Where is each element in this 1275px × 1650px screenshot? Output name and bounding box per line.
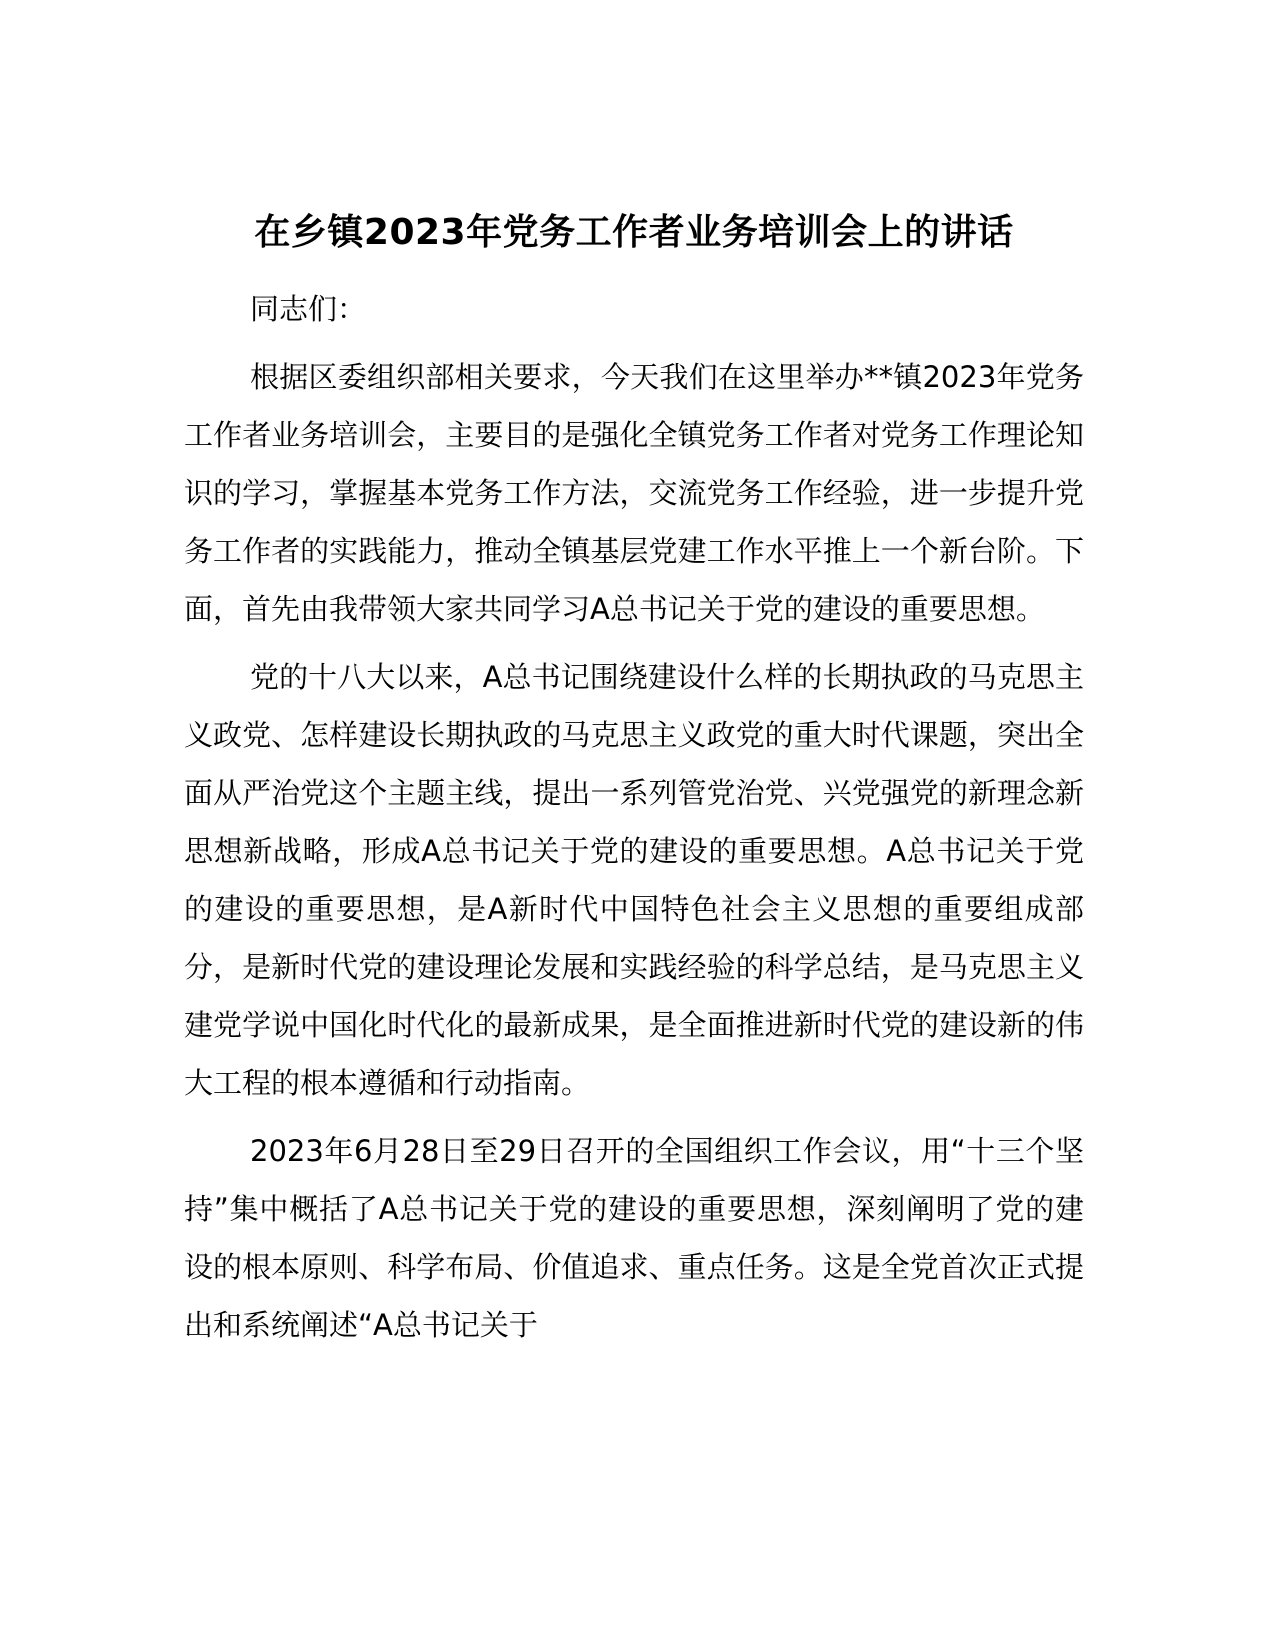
paragraph-1: 根据区委组织部相关要求，今天我们在这里举办**镇2023年党务工作者业务培训会，主要目的是强化全镇党务工作者对党务工作理论知识的学习，掌握基本党务工作方法，交流党务工作经验，进一步提升党务工作者的实践能力，推动全镇基层党建工作水平推上一个新台阶。下面，首先由我带领大家共同学习A总书记关于党的建设的重要思想。: [184, 360, 1084, 626]
paragraph-2: 党的十八大以来，A总书记围绕建设什么样的长期执政的马克思主义政党、怎样建设长期执政的马克思主义政党的重大时代课题，突出全面从严治党这个主题主线，提出一系列管党治党、兴党强党的新理念新思想新战略，形成A总书记关于党的建设的重要思想。A总书记关于党的建设的重要思想，是A新时代中国特色社会主义思想的重要组成部分，是新时代党的建设理论发展和实践经验的科学总结，是马克思主义建党学说中国化时代化的最新成果，是全面推进新时代党的建设新的伟大工程的根本遵循和行动指南。: [184, 660, 1084, 1100]
paragraph-3: 2023年6月28日至29日召开的全国组织工作会议，用“十三个坚持”集中概括了A总书记关于党的建设的重要思想，深刻阐明了党的建设的根本原则、科学布局、价值追求、重点任务。这是全党首次正式提出和系统阐述“A总书记关于: [184, 1134, 1084, 1342]
document-page: [184, 208, 1084, 1364]
salutation: 同志们：: [250, 292, 367, 326]
document-title: 在乡镇2023年党务工作者业务培训会上的讲话: [254, 212, 1014, 253]
